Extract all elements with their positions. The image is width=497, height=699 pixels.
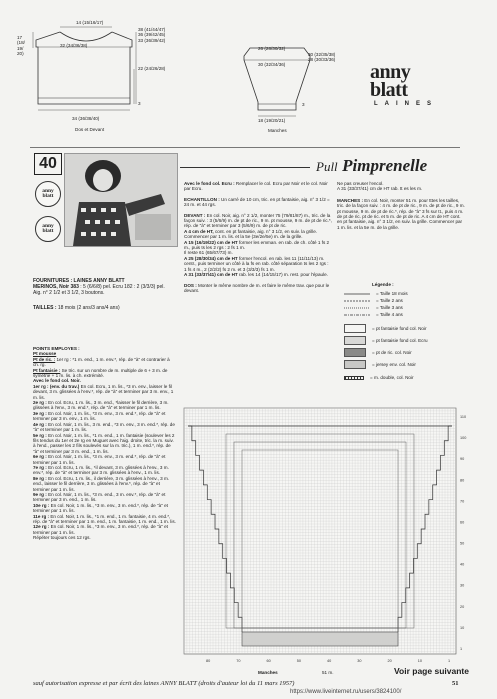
x-tick-label: 50	[296, 659, 301, 663]
dos-para: DOS : Monter le même nombre de m. et faire le même trav. que pour le devant.	[184, 282, 330, 293]
legend-swatch-icon	[344, 324, 366, 333]
brand-badge-top	[35, 181, 61, 207]
title-rule	[180, 167, 310, 168]
points-line: Avec le fond col. Noir.	[33, 378, 81, 384]
y-tick-label: 1	[460, 647, 463, 651]
sleeve-small-dim: 3	[302, 102, 305, 107]
y-tick-label: 10	[460, 625, 465, 630]
a25-para: A 25 (28/30/34) cm de HT former l'encol. en rab. les 11 (11/11/13) m. centr., puis terminer un côté à la fs en rab. côté séparation ts les 2 rgs : 1 fs 4 m., 2 (2/2/2) fs 2 m. et 3 (3/3/3) fs 1 m.	[184, 255, 329, 272]
a31-para: A 31 (33/37/41) cm de HT rab. les 14 (14/15/17) m. rest. pour l'épaule.	[184, 272, 328, 278]
legend-box	[340, 276, 462, 388]
x-tick-label: 1	[448, 659, 451, 663]
points-line: 3e rg : En col. Noir, 1 m. lis., *3 m. env., 3 m. end.*, rép. de "à" et terminer par 3 m. env., 1 m. lis.	[33, 410, 166, 422]
front-label: Dos et Devant	[75, 127, 105, 132]
points-line: 2e rg : En col. Ecru, 1 m. lis., 3 m. end., *laisser le fil derrière, 3 m. glissées à l'env., 3 m. end.*, rép. de "à" et terminer par 1 m. lis.	[33, 400, 169, 411]
devant-para: DEVANT : En col. Noir, aig. n° 2 1/2, monter 75 (79/81/87) m., tric. de la façon suiv. : 3 (5/6/9) m. de pt de ric., 9 m. pt mousse, 9 m. de pt de ric.*, rép. de "à" et terminer par 3 (5/6/9) m. de pt de ric.	[184, 212, 332, 229]
y-tick-label: 20	[460, 604, 465, 609]
y-tick-label: 40	[460, 562, 465, 567]
knitting-chart	[176, 402, 472, 670]
legend-double: = m. double, col. Noir	[344, 375, 414, 380]
points-line: 5e rg : En col. Noir, 1 m. lis., *1 m. end., 1 m. fantaisie (soulever les 2 fils tendus du 1er et 2e rg en Muguet avec l'aig. droite, tric. la m. suiv. à l'end., passer les 2 fils soulevés sur la m. tric.), 1 m. end.*, rép. de "à" et terminer par 3 m. end., 1 m. lis.	[33, 432, 175, 454]
sleeve-label: Manches	[268, 128, 287, 133]
brand-logo-text: anny blatt	[370, 61, 411, 101]
front-mid-dims: 32 (34/36/38)	[60, 43, 88, 48]
supplies-block	[33, 278, 177, 311]
a31-right-para: A 31 (33/37/41) cm de HT rab. tt es les m.	[337, 186, 423, 192]
legend-size-item: = Taille 2 ans	[344, 298, 403, 303]
x-tick-label: 80	[206, 659, 211, 663]
legend-swatch-icon	[344, 348, 366, 357]
legend-swatch-icon	[344, 336, 366, 345]
echantillon-para: ECHANTILLON : Un carré de 10 cm, tric. en pt fantaisie, aig. n° 3 1/2 = 24 m. et 44 rgs.	[184, 196, 330, 208]
brand-badge-bottom-text: anny blatt	[42, 223, 54, 234]
x-tick-label: 70	[236, 659, 241, 663]
sleeve-bottom-dims: 18 (19/20/21)	[258, 118, 286, 123]
legend-swatch-item: = pt de ric. col. Noir	[344, 348, 412, 357]
see-next-page: Voir page suivante	[394, 666, 469, 676]
instructions-right	[337, 181, 465, 230]
pattern-title-name: Pimprenelle	[342, 156, 428, 175]
points-line: 11e rg : En col. Noir, 1 m. lis., *1 m. end., 1 m. fantaisie, 4 m. end.*, rép. de "à" et terminer par 1 m. end., 1 m. fantaisie, 1 m. end., 1 m. lis.	[33, 513, 176, 524]
points-line: 12e rg : En col. Noir, 1 m. lis., *3 m. env., 3 m. end.*, rép. de "à" et terminer par 1 m. lis.	[33, 524, 168, 535]
x-tick-label: 40	[327, 659, 332, 663]
top-divider	[30, 147, 460, 148]
points-line: 7e rg : En col. Ecru, 1 m. lis., *il devant, 3 m. glissées à l'env., 3 m. env.*, rép. de "à" et terminer par 3 m. glissées à l'env., 1 m. lis.	[33, 464, 169, 476]
size-line-icon	[344, 292, 370, 296]
x-tick-label: 20	[387, 659, 392, 663]
points-line: 9e rg : En col. Noir, 1 m. lis., *3 m. end., 3 m. env.*, rép. de "à" et terminer par 3 m. end., 1 m. lis.	[33, 491, 166, 503]
a4-para: A 4 cm de HT, cont. en pt fantaisie, aig. n° 3 1/2, en suiv. la grille. Commencer par 1 m. lis. et la 5e (3e/2e/5e) m. de la grille.	[184, 228, 318, 240]
x-tick-label: 60	[266, 659, 271, 663]
legend-swatch-item: = pt fantaisie fond col. Ecru	[344, 336, 428, 345]
points-line: Répéter toujours ces 12 rgs.	[33, 535, 91, 541]
copyright-footer: sauf autorisation expresse et par écrit des laines ANNY BLATT (droits d'auteur loi du 11 mars 1957)	[33, 680, 295, 687]
y-tick-label: 80	[460, 478, 465, 483]
intro-para: Avec le fond col. Ecru : Remplacer le col. Ecru par Noir et le col. Noir par Ecru.	[184, 181, 328, 192]
pattern-number: 40	[34, 153, 62, 175]
pattern-title-prefix: Pull	[316, 159, 338, 174]
legend-swatch-item: = jersey env. col. Noir	[344, 360, 416, 369]
front-left-dims: 17 (18/ 19/ 20)	[17, 35, 25, 57]
source-stamp: https://www.liveinternet.ru/users/3824100/	[290, 689, 402, 695]
instructions-middle	[184, 181, 332, 293]
chart-frame	[184, 408, 456, 654]
front-top-dims: 14 (15/16/17)	[76, 20, 104, 25]
schematic-area	[0, 0, 497, 140]
chart-bottom-mid: 51 m.	[322, 670, 334, 675]
points-line: 8e rg : En col. Ecru, 1 m. lis., il derrière, 3 m. glissées à l'env., 3 m. end., laisser le fil derrière, 3 m. glissées à l'env.*, rép. de "à" et terminer par 1 m. lis.	[33, 475, 170, 492]
child-photo-icon	[65, 154, 177, 246]
brand-badge-top-text: anny blatt	[42, 188, 54, 199]
legend-size-item: = Taille 3 ans	[344, 305, 403, 310]
rib-band	[242, 632, 398, 646]
sizes-line: TAILLES : 18 mois (2 ans/3 ans/4 ans)	[33, 305, 120, 311]
points-list	[33, 351, 177, 540]
brand-logo	[370, 63, 445, 107]
pattern-title	[316, 156, 427, 176]
front-right-dims: 38 (41/44/47) 36 (39/42/45) 33 (36/39/42)	[138, 27, 166, 43]
sleeve-right-dims: 30 (32/35/38) 28 (30/33/36)	[308, 52, 336, 63]
points-line: Pt mousse	[33, 351, 57, 357]
supplies-line2: Aig. n° 2 1/2 et 3 1/2, 3 boutons.	[33, 290, 105, 296]
points-line: Pt de ric. : 1er rg : *1 m. end., 1 m. env.*, rép. de "à" et contrarier à ch. rg.	[33, 356, 170, 368]
points-line: 1er rg : (env. du trav.) En col. Ecru, 1 m. lis., *3 m. env., laisser le fil devant, 3 m. glissées à l'env.*, rép. de "à" et terminer par 3 m. env., 1 m. lis.	[33, 383, 174, 400]
y-tick-label: 60	[460, 520, 465, 525]
front-small-dim: 3	[138, 101, 141, 106]
size-line-icon	[344, 313, 370, 317]
front-side-dims: 22 (24/26/28)	[138, 66, 166, 71]
front-bottom-dims: 34 (36/38/40)	[72, 116, 100, 121]
legend-swatch-icon	[344, 360, 366, 369]
points-line: Pt fantaisie : Se tric. sur un nombre de m. multiple de 6 + 3 m. de symétrie + 1 m. lis. à ch. extrémité.	[33, 367, 168, 379]
size-line-icon	[344, 306, 370, 310]
points-block	[33, 346, 177, 541]
a15-para: A 15 (16/19/22) cm de HT former les emman. en rab. de ch. côté 1 fs 2 m., puis ts les 2 rgs : 2 fs 1 m.	[184, 239, 330, 251]
page-number: 51	[452, 680, 459, 687]
chart-grid	[176, 402, 472, 670]
legend-size-item: = Taille 4 ans	[344, 312, 403, 317]
brand-badge-bottom	[35, 216, 61, 242]
x-tick-label: 30	[357, 659, 362, 663]
y-tick-label: 100	[460, 436, 467, 441]
double-stitch-icon	[344, 376, 364, 380]
points-line: 4e rg : En col. Noir, 1 m. lis., 3 m. end., *3 m. env., 3 m. end.*, rép. de "à" et terminer par 1 m. lis.	[33, 421, 175, 433]
legend-size-item: = Taille 18 mois	[344, 291, 408, 296]
manches-para: MANCHES : En col. Noir, monter 51 m. pour tttes les tailles, tric. de la façon suiv. : 4 m. de pt de ric., 9 m. de pt de ric., 9 m. pt mousse, 9 m. de pt de ric.*, rép. de "à" 3 fs sur tt., puis 4 m. de pt de ric. pt de ric. et 5 m. de pt de ric. A 4 cm de HT cont. en pt fantaisie, aig. n° 3 1/2, en suiv. la grille. Commencer par 1 m. lis. et la 5e m. de la grille.	[337, 197, 465, 230]
x-tick-label: 10	[417, 659, 422, 663]
y-tick-label: 70	[460, 499, 465, 504]
sleeve-top-dims: 26 (28/30/32)	[258, 46, 286, 51]
points-line: 10e rg : En col. Noir, 1 m. lis., *3 m. env., 3 m. end.*, rép. de "à" et terminer par 1 m. lis.	[33, 502, 168, 514]
points-line: 6e rg : En col. Noir, 1 m. lis., *3 m. env., 3 m. end.*, rép. de "à" et terminer par 1 m. lis.	[33, 454, 166, 465]
size-line-icon	[344, 299, 370, 303]
sleeve-mid-dims: 30 (32/34/36)	[258, 62, 286, 67]
supplies-heading: FOURNITURES : LAINES ANNY BLATT	[33, 278, 125, 284]
reste-para: Il reste 61 (65/67/73) m.	[184, 250, 233, 256]
y-tick-label: 50	[460, 541, 465, 546]
model-photo	[64, 153, 178, 247]
chart-bottom-label: Manches	[258, 670, 278, 675]
y-tick-label: 30	[460, 583, 465, 588]
supplies-line1: MERINOS, Noir 383 : 5 (6/6/8) pel. Ecru 182 : 2 (3/3/3) pel.	[33, 284, 165, 290]
legend-swatch-item: = pt fantaisie fond col. Noir	[344, 324, 427, 333]
legend-heading: Légende :	[372, 282, 394, 287]
points-heading: POINTS EMPLOYES :	[33, 346, 80, 351]
y-tick-label: 90	[460, 457, 465, 462]
encol-para: Ne pas creuser l'encol.	[337, 181, 384, 186]
brand-logo-sub: LAINES	[374, 101, 439, 107]
y-tick-label: 110	[460, 415, 467, 419]
